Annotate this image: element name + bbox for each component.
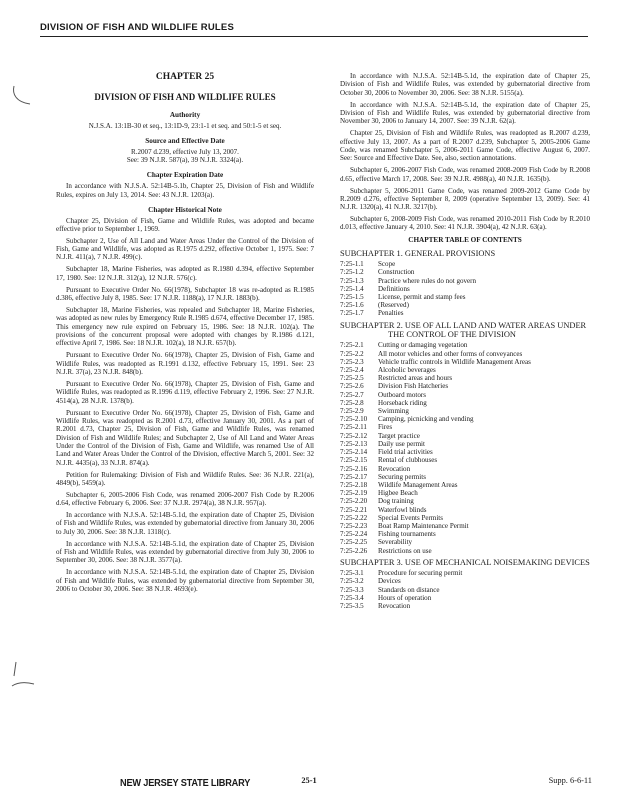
- history-paragraph: Subchapter 18, Marine Fisheries, was repealed and Subchapter 18, Marine Fisheries, was adopted as new rules by Emergency Rule R.1985 d.674, effective December 17, 1985. This emergency new rule expired on February 15, 1986. See: 18 N.J.R. 102(a). The provisions of the concurrent proposal were adopted with changes by R.1986 d.121, effective April 7, 1986. See: 18 N.J.R. 102(a), 18 N.J.R. 657(b).: [56, 305, 314, 348]
- toc-section-title: Rental of clubhouses: [378, 456, 438, 465]
- toc-section-number: 7:25-2.2: [340, 349, 364, 358]
- toc-section-title: Dog training: [378, 497, 414, 506]
- toc-heading: CHAPTER TABLE OF CONTENTS: [408, 235, 522, 244]
- toc-section-number: 7:25-1.3: [340, 276, 364, 285]
- toc-section-number: 7:25-2.16: [340, 464, 368, 473]
- toc-row: [340, 391, 590, 399]
- toc-section-title: Wildlife Management Areas: [378, 480, 458, 489]
- toc-section-title: Waterfowl blinds: [378, 505, 427, 514]
- right-column: [340, 72, 590, 610]
- toc-row: [340, 415, 590, 423]
- toc-section-title: Restrictions on use: [378, 546, 432, 555]
- toc-row: [340, 440, 590, 448]
- toc-section-title: Securing permits: [378, 472, 426, 481]
- toc-section-number: 7:25-1.2: [340, 268, 364, 277]
- toc-row: [340, 374, 590, 382]
- toc-section-number: 7:25-3.4: [340, 593, 364, 602]
- left-column: [56, 72, 314, 597]
- library-logo: NEW JERSEY STATE LIBRARY: [120, 778, 251, 789]
- toc-section-number: 7:25-2.10: [340, 415, 368, 424]
- toc-section-title: Penalties: [378, 309, 404, 318]
- source-line: R.2007 d.239, effective July 13, 2007.: [131, 147, 239, 156]
- expiration-text: In accordance with N.J.S.A. 52:14B-5.1b, Chapter 25, Division of Fish and Wildlife Rules, expires on July 13, 2014. See: 43 N.J.R. 1203(a).: [56, 182, 314, 199]
- toc-row: [340, 399, 590, 407]
- toc-section-number: 7:25-3.2: [340, 577, 364, 586]
- toc-row: [340, 530, 590, 538]
- toc-section-number: 7:25-2.20: [340, 497, 368, 506]
- toc-row: [340, 594, 590, 602]
- toc-section-number: 7:25-2.24: [340, 530, 368, 539]
- history-paragraph: Pursuant to Executive Order No. 66(1978), Chapter 25, Division of Fish, Game and Wildlife Rules, was readopted as R.2001 d.73, effective January 30, 2001. As a part of R.2001 d.73, Chapter 25, Division of Fish, Game and Wildlife Rules, was renamed Division of Fish and Wildlife Rules; and Subchapter 2, Use of All Land and Water Areas Under the Control of the Division of Fish, Game and Wildlife, was renamed Use of All Land and Water Areas Under the Control of the Division, effective March 5, 2001. See: 32 N.J.R. 4435(a), 33 N.J.R. 874(a).: [56, 408, 314, 467]
- history-paragraph: Pursuant to Executive Order No. 66(1978), Chapter 25, Division of Fish, Game and Wildlife Rules, was readopted as R.1996 d.119, effective February 2, 1996. See: 27 N.J.R. 4514(a), 28 N.J.R. 1378(b).: [56, 379, 314, 405]
- toc-section-number: 7:25-2.26: [340, 546, 368, 555]
- history-paragraph: Chapter 25, Division of Fish, Game and Wildlife Rules, was adopted and became effective prior to September 1, 1969.: [56, 216, 314, 233]
- toc-section-number: 7:25-2.15: [340, 456, 368, 465]
- toc-row: [340, 481, 590, 489]
- history-paragraph: Subchapter 2, Use of All Land and Water Areas Under the Control of the Division of Fish, Game and Wildlife, was adopted as R.1975 d.292, effective October 1, 1975. See: 7 N.J.R. 411(a), 7 N.J.R. 499(c).: [56, 236, 314, 262]
- header-rule: [40, 36, 588, 37]
- toc-section-title: Special Events Permits: [378, 513, 443, 522]
- toc-section-title: Outboard motors: [378, 390, 426, 399]
- margin-annotation-mark: [8, 82, 38, 112]
- toc-section-title: Practice where rules do not govern: [378, 276, 477, 285]
- toc-section-number: 7:25-3.1: [340, 569, 364, 578]
- toc-row: [340, 506, 590, 514]
- toc-row: [340, 309, 590, 317]
- toc-section-number: 7:25-2.3: [340, 357, 364, 366]
- toc-row: [340, 456, 590, 464]
- supplement-date: Supp. 6-6-11: [548, 776, 592, 785]
- toc-row: [340, 358, 590, 366]
- history-heading: Chapter Historical Note: [148, 205, 222, 214]
- toc-section-title: Devices: [378, 577, 401, 586]
- toc-section-title: Daily use permit: [378, 439, 425, 448]
- toc-subchapter-heading: SUBCHAPTER 3. USE OF MECHANICAL NOISEMAKING DEVICES: [340, 557, 590, 567]
- toc-section-number: 7:25-2.21: [340, 505, 368, 514]
- toc-section-number: 7:25-3.5: [340, 601, 364, 610]
- authority-text: N.J.S.A. 13:1B-30 et seq., 13:1D-9, 23:1-1 et seq. and 50:1-5 et seq.: [88, 122, 282, 130]
- toc-row: [340, 547, 590, 555]
- history-paragraph: Pursuant to Executive Order No. 66(1978), Chapter 25, Division of Fish, Game and Wildlife Rules, was readopted as R.1991 d.132, effective February 15, 1991. See: 23 N.J.R. 37(a), 23 N.J.R. 848(b).: [56, 351, 314, 376]
- expiration-heading: Chapter Expiration Date: [146, 171, 224, 180]
- toc-row: [340, 285, 590, 293]
- toc-section-number: 7:25-2.11: [340, 423, 367, 432]
- toc-section-title: Hours of operation: [378, 593, 432, 602]
- toc-row: [340, 260, 590, 268]
- toc-row: [340, 382, 590, 390]
- toc-section-title: Vehicle traffic controls in Wildlife Management Areas: [378, 357, 531, 366]
- toc-row: [340, 473, 590, 481]
- toc-section-number: 7:25-1.6: [340, 301, 364, 310]
- history-paragraph: Subchapter 18, Marine Fisheries, was adopted as R.1980 d.394, effective September 17, 1980. See: 12 N.J.R. 312(a), 12 N.J.R. 576(c).: [56, 265, 314, 282]
- toc-subchapter-heading: SUBCHAPTER 1. GENERAL PROVISIONS: [340, 248, 496, 258]
- toc-section-title: Restricted areas and hours: [378, 374, 453, 383]
- toc-section-title: Alcoholic beverages: [378, 366, 436, 375]
- history-paragraph: In accordance with N.J.S.A. 52:14B-5.1d, the expiration date of Chapter 25, Division of Fish and Wildlife Rules, was extended by gubernatorial directive from November 30, 2006 to January 14, 2007. See: 39 N.J.R. 62(a).: [340, 100, 590, 126]
- toc-section-number: 7:25-2.4: [340, 366, 364, 375]
- toc-section-number: 7:25-1.5: [340, 293, 364, 302]
- history-paragraph: Subchapter 6, 2008-2009 Fish Code, was renamed 2010-2011 Fish Code by R.2010 d.013, effective January 4, 2010. See: 41 N.J.R. 3904(a), 42 N.J.R. 63(a).: [340, 215, 590, 232]
- toc-row: [340, 350, 590, 358]
- history-paragraph: Chapter 25, Division of Fish and Wildlife Rules, was readopted as R.2007 d.239, effective July 13, 2007. As a part of R.2007 d.239, Subchapter 5, 2005-2006 Game Code, was renamed Subchapter 5, 2006-2011 Game Code, effective August 6, 2007. See: Source and Effective Date. See, also, section annotations.: [340, 129, 590, 163]
- toc-row: [340, 538, 590, 546]
- toc-section-title: All motor vehicles and other forms of conveyances: [378, 349, 523, 358]
- toc-row: [340, 341, 590, 349]
- toc-section-number: 7:25-2.13: [340, 439, 368, 448]
- authority-heading: Authority: [169, 111, 201, 119]
- toc-section-title: Revocation: [378, 464, 411, 473]
- toc-section-title: Higbee Beach: [378, 489, 418, 498]
- source-line: See: 39 N.J.R. 587(a), 39 N.J.R. 3324(a).: [126, 156, 244, 165]
- toc-section-number: 7:25-2.6: [340, 382, 364, 391]
- toc-section-number: 7:25-3.3: [340, 585, 364, 594]
- toc-row: [340, 465, 590, 473]
- toc-section-number: 7:25-1.4: [340, 284, 364, 293]
- toc-section-number: 7:25-2.7: [340, 390, 364, 399]
- toc-row: [340, 448, 590, 456]
- toc-row: [340, 577, 590, 585]
- toc-row: [340, 268, 590, 276]
- history-paragraph: In accordance with N.J.S.A. 52:14B-5.1d, the expiration date of Chapter 25, Division of Fish and Wildlife Rules, was extended by gubernatorial directive from September 30, 2006 to October 30, 2006. See: 38 N.J.R. 4693(e).: [56, 568, 314, 594]
- toc-row: [340, 514, 590, 522]
- toc-row: [340, 407, 590, 415]
- toc-section-number: 7:25-2.19: [340, 489, 368, 498]
- toc-section-number: 7:25-2.17: [340, 472, 368, 481]
- toc-row: [340, 586, 590, 594]
- toc-section-title: Target practice: [378, 431, 420, 440]
- source-heading: Source and Effective Date: [145, 136, 225, 145]
- toc-section-number: 7:25-1.7: [340, 309, 364, 318]
- toc-section-number: 7:25-2.25: [340, 538, 368, 547]
- margin-annotation-mark: [8, 660, 38, 690]
- toc-section-number: 7:25-2.14: [340, 448, 368, 457]
- toc-section-title: (Reserved): [378, 301, 409, 310]
- toc-subchapter-heading: SUBCHAPTER 2. USE OF ALL LAND AND WATER AREAS UNDER THE CONTROL OF THE DIVISION: [340, 320, 587, 340]
- history-paragraph: Petition for Rulemaking: Division of Fish and Wildlife Rules. See: 36 N.J.R. 221(a), 4849(b), 5459(a).: [56, 470, 314, 487]
- toc-section-title: Standards on distance: [378, 585, 440, 594]
- toc-row: [340, 522, 590, 530]
- history-paragraph: Subchapter 5, 2006-2011 Game Code, was renamed 2009-2012 Game Code by R.2009 d.276, effective September 8, 2009 (operative September 13, 2009). See: 41 N.J.R. 1320(a), 41 N.J.R. 3217(b).: [340, 186, 590, 212]
- chapter-title: CHAPTER 25: [155, 72, 215, 82]
- history-paragraph: In accordance with N.J.S.A. 52:14B-5.1d, the expiration date of Chapter 25, Division of Fish and Wildlife Rules, was extended by gubernatorial directive from July 30, 2006 to September 30, 2006. See: 38 N.J.R. 3577(a).: [56, 539, 314, 565]
- toc-row: [340, 423, 590, 431]
- toc-row: [340, 277, 590, 285]
- toc-section-title: Horseback riding: [378, 398, 427, 407]
- toc-section-number: 7:25-2.1: [340, 341, 364, 350]
- toc-section-number: 7:25-2.9: [340, 407, 364, 416]
- toc-section-number: 7:25-1.1: [340, 260, 364, 269]
- history-paragraph: Subchapter 6, 2006-2007 Fish Code, was renamed 2008-2009 Fish Code by R.2008 d.65, effective March 17, 2008. See: 39 N.J.R. 4988(a), 40 N.J.R. 1635(b).: [340, 166, 590, 183]
- toc-section-title: Construction: [378, 268, 415, 277]
- toc-section-title: Swimming: [378, 407, 409, 416]
- toc-row: [340, 301, 590, 309]
- toc-section-title: Camping, picnicking and vending: [378, 415, 474, 424]
- table-of-contents: [340, 249, 590, 610]
- page-number: 25-1: [301, 776, 317, 785]
- toc-section-title: Fires: [378, 423, 393, 432]
- toc-section-title: Fishing tournaments: [378, 530, 436, 539]
- toc-section-title: Cutting or damaging vegetation: [378, 341, 468, 350]
- history-paragraph: In accordance with N.J.S.A. 52:14B-5.1d, the expiration date of Chapter 25, Division of Fish and Wildlife Rules, was extended by gubernatorial directive from January 30, 2006 to July 30, 2006. See: 38 N.J.R. 1318(c).: [56, 511, 314, 536]
- toc-section-title: Field trial activities: [378, 448, 433, 457]
- toc-row: [340, 497, 590, 505]
- running-head: DIVISION OF FISH AND WILDLIFE RULES: [40, 22, 235, 33]
- division-title: DIVISION OF FISH AND WILDLIFE RULES: [94, 92, 276, 102]
- toc-row: [340, 293, 590, 301]
- toc-section-title: Procedure for securing permit: [378, 569, 463, 578]
- toc-section-number: 7:25-2.23: [340, 521, 368, 530]
- toc-row: [340, 432, 590, 440]
- toc-section-number: 7:25-2.8: [340, 398, 364, 407]
- toc-row: [340, 569, 590, 577]
- toc-section-title: License, permit and stamp fees: [378, 293, 466, 302]
- toc-section-title: Boat Ramp Maintenance Permit: [378, 521, 469, 530]
- toc-section-number: 7:25-2.12: [340, 431, 368, 440]
- history-paragraph: Pursuant to Executive Order No. 66(1978), Subchapter 18 was re-adopted as R.1985 d.386, effective July 8, 1985. See: 17 N.J.R. 1188(a), 17 N.J.R. 1883(b).: [56, 285, 314, 303]
- toc-section-title: Revocation: [378, 601, 411, 610]
- history-paragraph: Subchapter 6, 2005-2006 Fish Code, was renamed 2006-2007 Fish Code by R.2006 d.64, effective February 6, 2006. See: 37 N.J.R. 2974(a), 38 N.J.R. 957(a).: [56, 490, 314, 508]
- toc-section-title: Scope: [378, 260, 396, 269]
- toc-section-number: 7:25-2.18: [340, 480, 368, 489]
- toc-row: [340, 602, 590, 610]
- toc-section-number: 7:25-2.22: [340, 513, 368, 522]
- toc-section-number: 7:25-2.5: [340, 374, 364, 383]
- history-paragraph: In accordance with N.J.S.A. 52:14B-5.1d, the expiration date of Chapter 25, Division of Fish and Wildlife Rules, was extended by gubernatorial directive from October 30, 2006 to November 30, 2006. See: 38 N.J.R. 5155(a).: [340, 72, 590, 97]
- toc-row: [340, 489, 590, 497]
- toc-row: [340, 366, 590, 374]
- toc-section-title: Definitions: [378, 284, 410, 293]
- toc-section-title: Severability: [378, 538, 413, 547]
- toc-section-title: Division Fish Hatcheries: [378, 382, 449, 391]
